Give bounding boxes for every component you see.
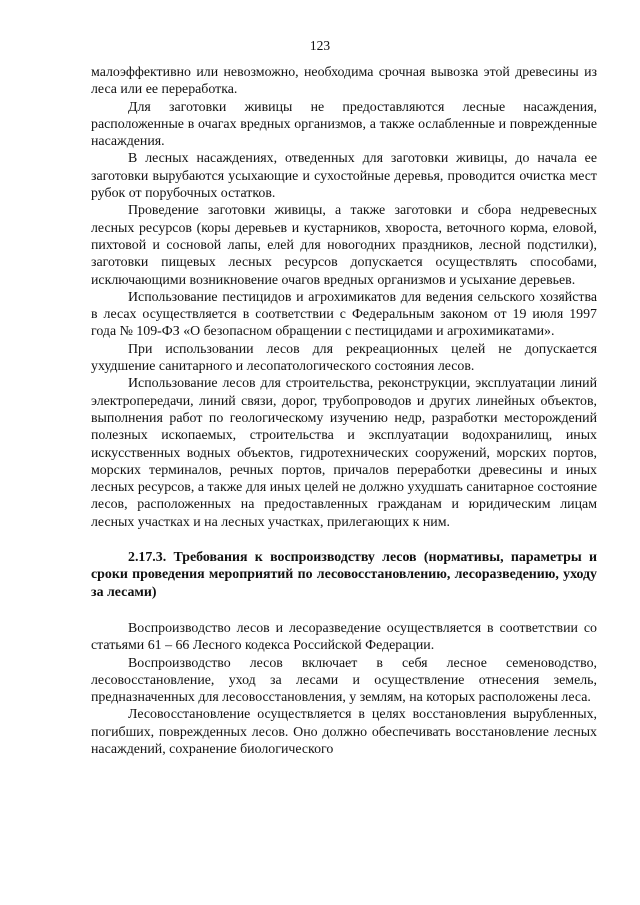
paragraph-construction-use: Использование лесов для строительства, реконструкции, эксплуатации линий электропередачи, линий связи, дорог, трубопроводов и других линейных объектов, выполнения работ по геологическому изучению недр, разработки месторождений полезных ископаемых, строительства и эксплуатации водохранилищ, иных искусственных водных объектов, гидротехнических сооружений, морских портов, морских терминалов, речных портов, причалов переработки древесины и иных лесных ресурсов, а также для иных целей не должно ухудшать санитарное состояние лесов, расположенных на предоставленных гражданам и юридическим лицам лесных участках и на лесных участках, прилегающих к ним.	[91, 376, 597, 530]
paragraph-continuation: малоэффективно или невозможно, необходима срочная вывозка этой древесины из леса или ее переработка.	[91, 65, 597, 98]
document-body	[91, 64, 597, 758]
section-heading: 2.17.3. Требования к воспроизводству лесов (нормативы, параметры и сроки проведения мероприятий по лесовосстановлению, лесоразведению, уходу за лесами)	[91, 550, 597, 600]
paragraph-non-timber-resources: Проведение заготовки живицы, а также заготовки и сбора недревесных лесных ресурсов (коры деревьев и кустарников, хвороста, веточного корма, еловой, пихтовой и сосновой лапы, елей для новогодних праздников, лесной подстилки), заготовки пищевых лесных ресурсов допускается осуществлять способами, исключающими возникновение очагов вредных организмов и усыхание деревьев.	[91, 203, 597, 288]
paragraph-resin-restrictions: Для заготовки живицы не предоставляются лесные насаждения, расположенные в очагах вредных организмов, а также ослабленные и поврежденные насаждения.	[91, 99, 597, 150]
paragraph-resin-preparation: В лесных насаждениях, отведенных для заготовки живицы, до начала ее заготовки вырубаются усыхающие и сухостойные деревья, проводится очистка мест рубок от порубочных остатков.	[91, 151, 597, 202]
page-number: 123	[309, 38, 331, 53]
paragraph-pesticides: Использование пестицидов и агрохимикатов для ведения сельского хозяйства в лесах осуществляется в соответствии с Федеральным законом от 19 июля 1997 года № 109-ФЗ «О безопасном обращении с пестицидами и агрохимикатами».	[91, 289, 597, 340]
paragraph-reforestation: Лесовосстановление осуществляется в целях восстановления вырубленных, погибших, поврежденных лесов. Оно должно обеспечивать восстановление лесных насаждений, сохранение биологического	[91, 707, 597, 757]
paragraph-reproduction-components: Воспроизводство лесов включает в себя лесное семеноводство, лесовосстановление, уход за лесами и осуществление отнесения земель, предназначенных для лесовосстановления, у землям, на которых расположены леса.	[91, 655, 597, 706]
paragraph-recreation: При использовании лесов для рекреационных целей не допускается ухудшение санитарного и лесопатологического состояния лесов.	[91, 341, 597, 375]
paragraph-reproduction-basis: Воспроизводство лесов и лесоразведение осуществляется в соответствии со статьями 61 – 66 Лесного кодекса Российской Федерации.	[91, 620, 597, 654]
